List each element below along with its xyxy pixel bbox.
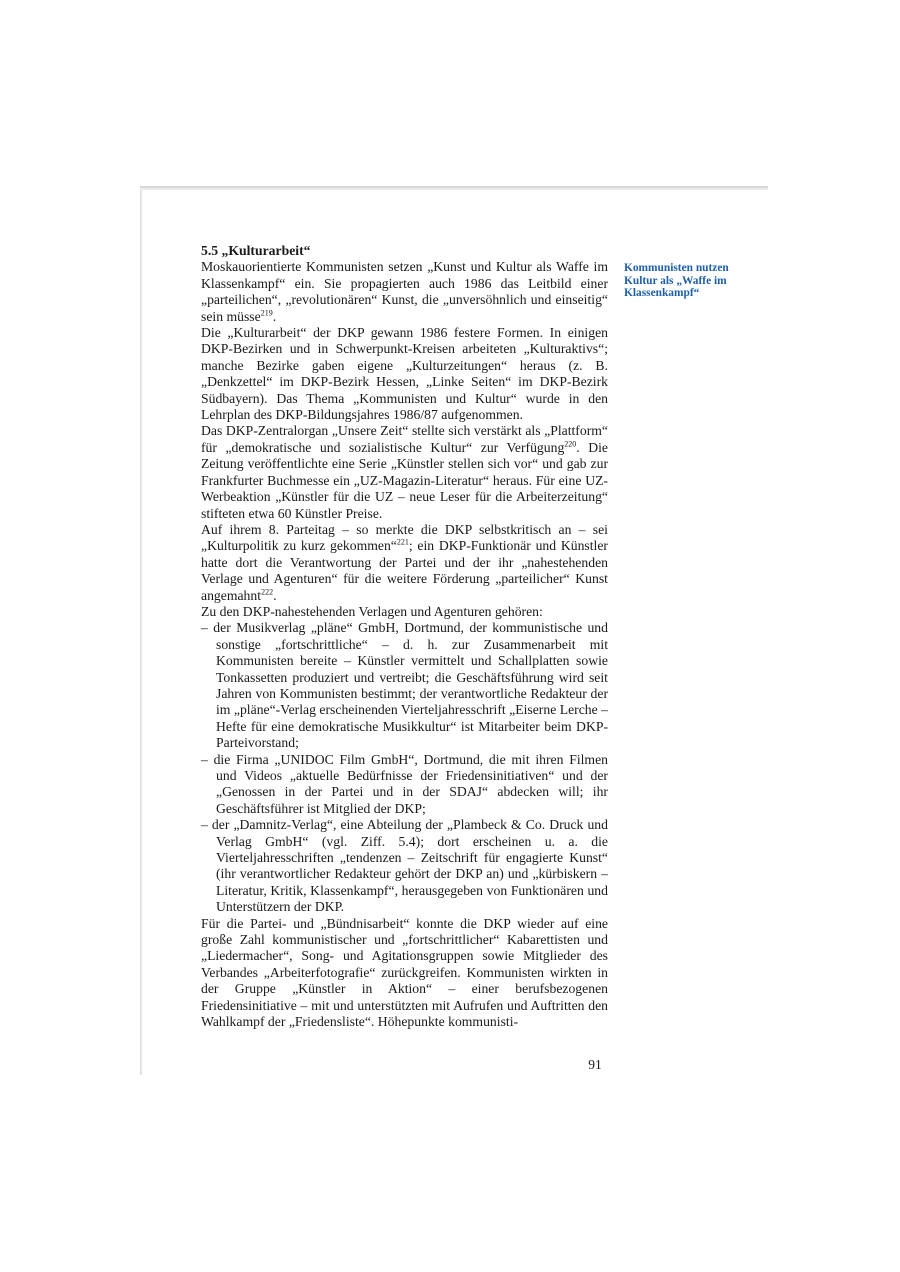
paragraph-3-text: Das DKP-Zentralorgan „Unsere Zeit“ stellte sich verstärkt als „Plattform“ für „demokratische und sozialistische Kultur“ zur Verfügung	[201, 423, 608, 455]
list-item-plaene: – der Musikverlag „pläne“ GmbH, Dortmund, der kommunistische und sonstige „fortschrittliche“ – d. h. zur Zusammenarbeit mit Kommunisten bereite – Künstler vermittelt und Schallplatten sowie Tonkassetten produziert und vertreibt; die Geschäftsführung wird seit Jahren von Kommunisten bestimmt; der verantwortliche Redakteur der im „pläne“-Verlag erscheinenden Vierteljahresschrift „Eiserne Lerche – Hefte für eine demokratische Musikkultur“ ist Mitarbeiter beim DKP-Parteivorstand;	[201, 620, 608, 751]
list-item-unidoc: – die Firma „UNIDOC Film GmbH“, Dortmund, die mit ihren Filmen und Videos „aktuelle Bedürfnisse der Friedensinitiativen“ und der „Genossen in der Partei und in der SDAJ“ abdecken will; ihr Geschäftsführer ist Mitglied der DKP;	[201, 751, 608, 816]
list-item-damnitz: – der „Damnitz-Verlag“, eine Abteilung der „Plambeck & Co. Druck und Verlag GmbH“ (vgl. Ziff. 5.4); dort erscheinen u. a. die Vierteljahresschriften „tendenzen – Zeitschrift für engagierte Kunst“ (ihr verantwortlicher Redakteur gehört der DKP an) und „kürbiskern – Literatur, Kritik, Klassenkampf“, herausgegeben von Funktionären und Unterstützern der DKP.	[201, 817, 608, 915]
paragraph-4-end: .	[273, 587, 277, 603]
paragraph-4-middle: ; ein DKP-Funktionär und Künstler hatte dort die Verantwortung der Partei und der ihr „nahestehenden Verlage und Agenturen“ für die weitere Förderung „parteilicher“ Kunst angemahnt	[201, 538, 608, 603]
text-column	[201, 243, 608, 1031]
footnote-ref-220: 220	[564, 439, 577, 449]
paragraph-1-text: Moskauorientierte Kommunisten setzen „Kunst und Kultur als Waffe im Klassenkampf“ ein. Sie propagierten auch 1986 das Leitbild einer „parteilichen“, „revolutionären“ Kunst, die „unversöhnlich und einseitig“ sein müsse	[201, 259, 608, 324]
footnote-ref-219: 219	[260, 308, 273, 318]
paragraph-2	[201, 325, 608, 423]
paragraph-1-end: .	[272, 308, 277, 324]
paragraph-5-text: Zu den DKP-nahestehenden Verlagen und Agenturen gehören:	[201, 603, 543, 619]
scan-page-left-edge	[140, 190, 143, 1075]
paragraph-1	[201, 259, 608, 325]
paragraph-4	[201, 522, 608, 604]
scan-page-top-edge	[140, 186, 768, 190]
paragraph-5	[201, 604, 608, 620]
footnote-ref-221: 221	[396, 537, 409, 547]
paragraph-4-text: Auf ihrem 8. Parteitag – so merkte die DKP selbstkritisch an – sei „Kulturpolitik zu kurz gekommen“	[201, 521, 608, 554]
section-heading: 5.5 „Kulturarbeit“	[201, 243, 311, 258]
closing-paragraph: Für die Partei- und „Bündnisarbeit“ konnte die DKP wieder auf eine große Zahl kommunistischer und „fortschrittlicher“ Kabarettisten und „Liedermacher“, Song- und Agitationsgruppen sowie Mitglieder des Verbandes „Arbeiterfotografie“ zurückgreifen. Kommunisten wirkten in der Gruppe „Künstler in Aktion“ – einer berufsbezogenen Friedensinitiative – mit und unterstützten mit Aufrufen und Auftritten den Wahlkampf der „Friedensliste“. Höhepunkte kommunisti-	[201, 915, 608, 1030]
paragraph-3-rest: . Die Zeitung veröffentlichte eine Serie „Künstler stellen sich vor“ und gab zur Frankfurter Buchmesse ein „UZ-Magazin-Literatur“ heraus. Für eine UZ-Werbeaktion „Künstler für die UZ – neue Leser für die Arbeiterzeitung“ stifteten etwa 60 Künstler Preise.	[201, 439, 608, 521]
paragraph-3	[201, 423, 608, 521]
footnote-ref-222: 222	[261, 586, 274, 596]
paragraph-2-text: Die „Kulturarbeit“ der DKP gewann 1986 festere Formen. In einigen DKP-Bezirken und in Schwerpunkt-Kreisen arbeiteten „Kulturaktivs“; manche Bezirke gaben eigene „Kulturzeitungen“ heraus (z. B. „Denkzettel“ im DKP-Bezirk Hessen, „Linke Seiten“ im DKP-Bezirk Südbayern). Das Thema „Kommunisten und Kultur“ wurde in den Lehrplan des DKP-Bildungsjahres 1986/87 aufgenommen.	[201, 325, 608, 423]
page-number: 91	[588, 1057, 602, 1072]
margin-note: Kommunisten nutzen Kultur als „Waffe im Klassenkampf“	[624, 262, 729, 300]
